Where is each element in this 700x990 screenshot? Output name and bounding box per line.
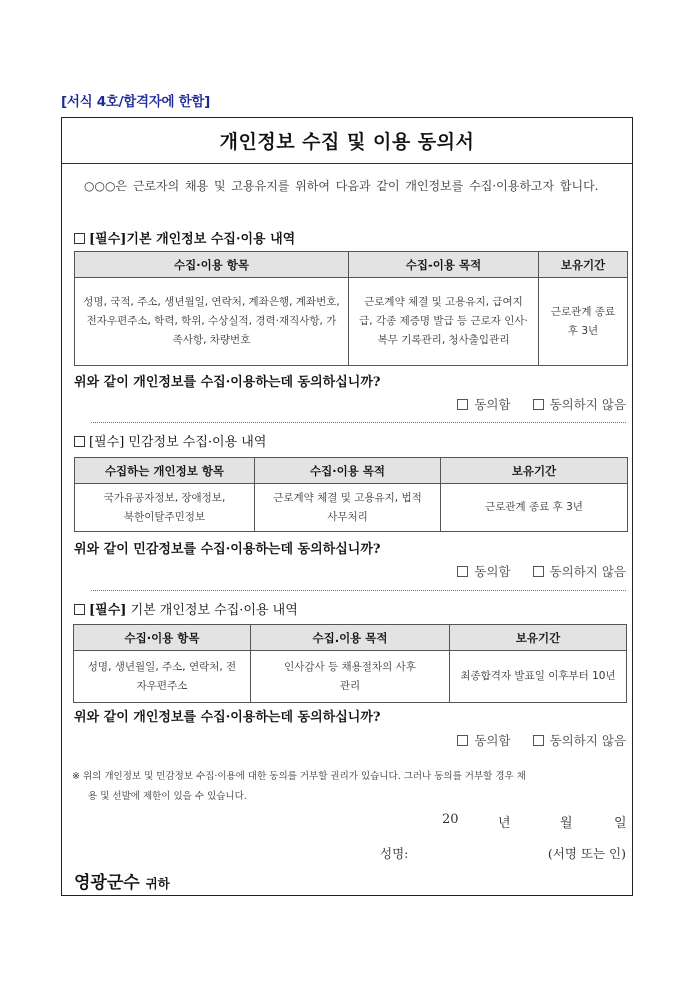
table-cell: 근로관계 종료 후 3년	[539, 278, 628, 366]
section-3-agree-option[interactable]	[457, 731, 510, 749]
agree-label: 동의함	[474, 564, 511, 579]
section-1-answers	[457, 395, 626, 413]
section-3-title: 기본 개인정보 수집·이용 내역	[130, 603, 298, 618]
agree-label: 동의함	[474, 397, 511, 412]
table-cell: 인사감사 등 채용절차의 사후관리	[251, 651, 450, 703]
agree-checkbox[interactable]	[457, 566, 468, 577]
section-2-title: 민감정보 수집·이용 내역	[128, 435, 267, 450]
section-2-checkbox[interactable]	[74, 436, 85, 447]
section-1-title: 기본 개인정보 수집·이용 내역	[126, 232, 296, 247]
table-cell: 성명, 생년월일, 주소, 연락처, 전자우편주소	[74, 651, 251, 703]
section-divider	[91, 422, 626, 423]
table-header: 수집하는 개인정보 항목	[75, 458, 255, 484]
table-row	[74, 651, 627, 703]
table-header: 수집·이용 항목	[75, 252, 349, 278]
table-header: 수집.이용 목적	[251, 625, 450, 651]
agree-checkbox[interactable]	[457, 735, 468, 746]
section-1-table	[74, 251, 628, 366]
section-2-question: 위와 같이 민감정보를 수집·이용하는데 동의하십니까?	[74, 542, 381, 557]
table-header: 보유기간	[441, 458, 628, 484]
disagree-checkbox[interactable]	[533, 399, 544, 410]
refusal-notice	[72, 767, 628, 807]
section-2-table	[74, 457, 628, 532]
page-title: 개인정보 수집 및 이용 동의서	[219, 131, 475, 153]
title-row	[62, 118, 632, 164]
disagree-checkbox[interactable]	[533, 735, 544, 746]
section-3-disagree-option[interactable]	[533, 731, 626, 749]
date-month-label: 월	[560, 816, 573, 831]
date-day-label: 일	[614, 816, 627, 831]
section-1-disagree-option[interactable]	[533, 395, 626, 413]
intro-text: ○○○은 근로자의 채용 및 고용유지를 위하여 다음과 같이 개인정보를 수집·이용하고자 합니다.	[84, 179, 599, 193]
table-header: 보유기간	[539, 252, 628, 278]
table-header-row	[75, 252, 628, 278]
table-cell: 근로관계 종료 후 3년	[441, 484, 628, 532]
table-header: 보유기간	[450, 625, 627, 651]
section-3-table	[73, 624, 627, 703]
table-header: 수집·이용 목적	[255, 458, 441, 484]
agree-checkbox[interactable]	[457, 399, 468, 410]
section-3-answers	[457, 731, 626, 749]
table-header-row	[74, 625, 627, 651]
signature-sign-label: (서명 또는 인)	[547, 846, 626, 861]
section-1-agree-option[interactable]	[457, 395, 510, 413]
signature-name-label: 성명:	[380, 846, 409, 861]
agree-label: 동의함	[474, 733, 511, 748]
date-year-label: 년	[498, 816, 511, 831]
table-cell: 근로계약 체결 및 고용유지, 법적사무처리	[255, 484, 441, 532]
section-1-checkbox[interactable]	[74, 233, 85, 244]
table-cell: 국가유공자정보, 장애정보, 북한이탈주민정보	[75, 484, 255, 532]
disagree-label: 동의하지 않음	[549, 397, 626, 412]
section-2-disagree-option[interactable]	[533, 562, 626, 580]
section-1-question: 위와 같이 개인정보를 수집·이용하는데 동의하십니까?	[74, 375, 381, 390]
section-2-tag: [필수]	[89, 435, 125, 450]
date-year-prefix[interactable]: 20	[442, 812, 459, 827]
section-divider	[91, 590, 626, 591]
section-2-answers	[457, 562, 626, 580]
section-3-tag: [필수]	[89, 603, 127, 618]
notice-line-2: 용 및 선발에 제한이 있을 수 있습니다.	[88, 791, 247, 802]
section-1-tag: [필수]	[89, 232, 127, 247]
disagree-checkbox[interactable]	[533, 566, 544, 577]
section-3-question: 위와 같이 개인정보를 수집·이용하는데 동의하십니까?	[74, 710, 381, 725]
disagree-label: 동의하지 않음	[549, 733, 626, 748]
table-cell: 성명, 국적, 주소, 생년월일, 연락처, 계좌은행, 계좌번호, 전자우편주소, 학력, 학위, 수상실적, 경력·재직사항, 가족사항, 차량번호	[75, 278, 349, 366]
table-header: 수집-이용 목적	[349, 252, 539, 278]
addressee-suffix: 귀하	[145, 876, 170, 891]
table-row	[75, 278, 628, 366]
form-number-label: [서식 4호/합격자에 한함]	[61, 94, 210, 110]
section-2-agree-option[interactable]	[457, 562, 510, 580]
addressee-name: 영광군수	[74, 873, 140, 893]
signature-name-field[interactable]	[420, 844, 534, 862]
section-1-heading	[74, 228, 295, 247]
table-cell: 최종합격자 발표일 이후부터 10년	[450, 651, 627, 703]
notice-line-1: ※ 위의 개인정보 및 민감정보 수집·이용에 대한 동의를 거부할 권리가 있습니다. 그러나 동의를 거부할 경우 채	[72, 771, 526, 782]
table-header-row	[75, 458, 628, 484]
section-2-heading	[74, 431, 266, 450]
disagree-label: 동의하지 않음	[549, 564, 626, 579]
section-3-checkbox[interactable]	[74, 604, 85, 615]
table-row	[75, 484, 628, 532]
date-line	[442, 812, 628, 832]
table-cell: 근로계약 체결 및 고용유지, 급여지급, 각종 제증명 발급 등 근로자 인사·복무 기록관리, 청사출입관리	[349, 278, 539, 366]
table-header: 수집·이용 항목	[74, 625, 251, 651]
section-3-heading	[74, 599, 298, 618]
consent-form	[61, 117, 633, 896]
addressee	[74, 868, 170, 893]
